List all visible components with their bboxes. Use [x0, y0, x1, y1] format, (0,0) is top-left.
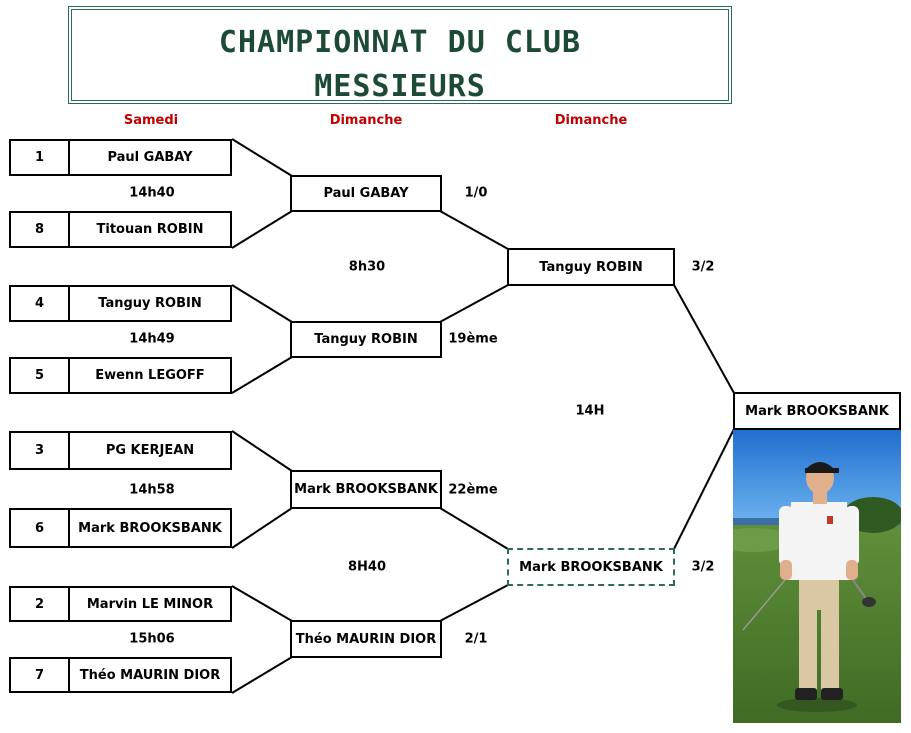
round3-player-1: Tanguy ROBIN [507, 248, 675, 286]
round1-player-2: Marvin LE MINOR [68, 586, 232, 622]
round1-player-6: Mark BROOKSBANK [68, 508, 232, 548]
final-time: 14H [575, 403, 605, 419]
match-time: 14h49 [129, 331, 175, 347]
match-time: 14h40 [129, 185, 175, 201]
title-line-1: CHAMPIONNAT DU CLUB [218, 25, 582, 60]
round3-player-2: Mark BROOKSBANK [507, 548, 675, 586]
round1-player-8: Titouan ROBIN [68, 211, 232, 248]
round2-player-4: Théo MAURIN DIOR [290, 620, 442, 658]
seed-7: 7 [9, 657, 70, 693]
champion-box: Mark BROOKSBANK [733, 392, 901, 430]
day-header-round1: Samedi [123, 113, 179, 128]
title-line-2: MESSIEURS [314, 69, 486, 104]
seed-5: 5 [9, 357, 70, 394]
match-score: 3/2 [691, 259, 715, 275]
match-time: 14h58 [129, 482, 175, 498]
round1-player-7: Théo MAURIN DIOR [68, 657, 232, 693]
match-score: 2/1 [464, 631, 488, 647]
round1-player-4: Tanguy ROBIN [68, 285, 232, 322]
round2-player-3: Mark BROOKSBANK [290, 470, 442, 509]
champion-photo [733, 430, 901, 723]
seed-4: 4 [9, 285, 70, 322]
seed-3: 3 [9, 431, 70, 470]
match-time: 8H40 [347, 559, 387, 575]
match-time: 15h06 [129, 631, 175, 647]
match-score: 3/2 [691, 559, 715, 575]
round1-player-3: PG KERJEAN [68, 431, 232, 470]
round2-player-2: Tanguy ROBIN [290, 321, 442, 358]
match-score: 19ème [448, 331, 498, 347]
round1-player-5: Ewenn LEGOFF [68, 357, 232, 394]
seed-2: 2 [9, 586, 70, 622]
day-header-round3: Dimanche [554, 113, 628, 128]
match-time: 8h30 [348, 259, 386, 275]
match-score: 1/0 [464, 185, 488, 201]
match-score: 22ème [448, 482, 498, 498]
seed-1: 1 [9, 139, 70, 176]
round2-player-1: Paul GABAY [290, 175, 442, 212]
day-header-round2: Dimanche [329, 113, 403, 128]
round1-player-1: Paul GABAY [68, 139, 232, 176]
seed-6: 6 [9, 508, 70, 548]
seed-8: 8 [9, 211, 70, 248]
